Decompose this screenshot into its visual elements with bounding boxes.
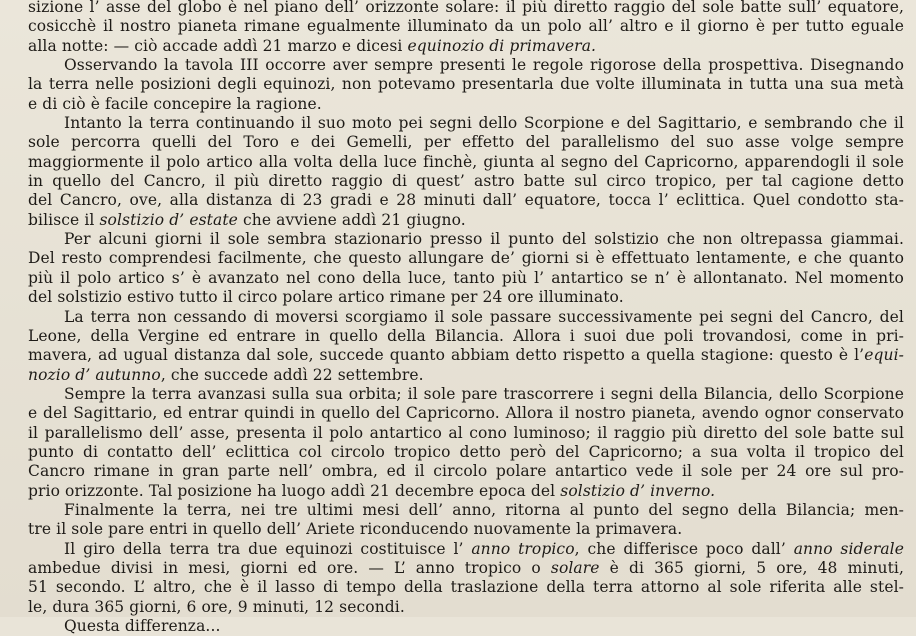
text-line: La terra non cessando di moversi scorgiamo il sole passare successivamente pei segni del Cancro, del	[64, 307, 904, 326]
text-line: alla notte: — ciò accade addì 21 marzo e dicesi equinozio di primavera.	[28, 36, 597, 55]
text-line: Intanto la terra continuando il suo moto pei segni dello Scorpione e del Sagittario, e sembrando che il	[64, 114, 904, 133]
text-line: Per alcuni giorni il sole sembra stazionario presso il punto del solstizio che non oltrepassa giammai.	[64, 230, 904, 249]
text-line: 51 secondo. L’ altro, che è il lasso di tempo della traslazione della terra attorno al sole riferita alle stel-	[28, 578, 904, 597]
text-line: maggiormente il polo artico alla volta della luce finchè, giunta al segno del Capricorno, apparendogli il sole	[28, 152, 904, 171]
text-line: le, dura 365 giorni, 6 ore, 9 minuti, 12 secondi.	[28, 597, 405, 616]
text-line: del solstizio estivo tutto il circo polare artico rimane per 24 ore illuminato.	[28, 288, 624, 307]
text-line: il parallelismo dell’ asse, presenta il polo antartico al cono luminoso; il raggio più diretto del sole batte sul	[28, 423, 904, 442]
text-line: nozio d’ autunno, che succede addì 22 settembre.	[28, 365, 424, 384]
text-line: e del Sagittario, ed entrar quindi in quello del Capricorno. Allora il nostro pianeta, avendo ognor conservato	[28, 404, 904, 423]
text-line: mavera, ad ugual distanza dal sole, succede quanto abbiam detto rispetto a quella stagione: questo è l’equi-	[28, 346, 904, 365]
text-line: ambedue divisi in mesi, giorni ed ore. — L’ anno tropico o solare è di 365 giorni, 5 ore, 48 minuti,	[28, 558, 904, 577]
text-line: del Cancro, ove, alla distanza di 23 gradi e 28 minuti dall’ equatore, tocca l’ eclittica. Quel condotto sta-	[28, 191, 904, 210]
page-text	[28, 0, 905, 635]
text-line: la terra nelle posizioni degli equinozi, non potevamo presentarla due volte illuminata in tutta una sua metà	[28, 75, 904, 94]
text-line: tre il sole pare entri in quello dell’ Ariete riconducendo nuovamente la primavera.	[28, 520, 683, 539]
text-line: Cancro rimane in gran parte nell’ ombra, ed il circolo polare antartico vede il sole per 24 ore sul pro-	[28, 462, 904, 481]
text-line: sizione l’ asse del globo è nel piano dell’ orizzonte solare: il più diretto raggio del sole batte sull’ equatore,	[28, 0, 904, 16]
text-line: punto di contatto dell’ eclittica col circolo tropico detto però del Capricorno; a sua volta il tropico del	[28, 442, 904, 461]
text-line: Finalmente la terra, nei tre ultimi mesi dell’ anno, ritorna al punto del segno della Bilancia; men-	[64, 500, 904, 519]
text-line: Osservando la tavola III occorre aver sempre presenti le regole rigorose della prospettiva. Disegnando	[64, 56, 904, 75]
text-line: Sempre la terra avanzasi sulla sua orbita; il sole pare trascorrere i segni della Bilancia, dello Scorpione	[64, 384, 904, 403]
text-line: Il giro della terra tra due equinozi costituisce l’ anno tropico, che differisce poco dall’ anno siderale	[64, 539, 905, 558]
text-line: bilisce il solstizio d’ estate che avviene addì 21 giugno.	[28, 210, 466, 229]
text-line: Del resto comprendesi facilmente, che questo allungare de’ giorni si è effettuato lentamente, e che quanto	[28, 249, 904, 268]
text-line: in quello del Cancro, il più diretto raggio di quest’ astro batte sul circo tropico, per tal cagione detto	[28, 172, 904, 191]
text-line: Leone, della Vergine ed entrare in quello della Bilancia. Allora i suoi due poli trovandosi, come in pri-	[28, 326, 904, 345]
text-line: sole percorra quelli del Toro e dei Gemelli, per effetto del parallelismo del suo asse volge sempre	[28, 133, 904, 152]
text-line: e di ciò è facile concepire la ragione.	[28, 94, 322, 113]
text-line: più il polo artico s’ è avanzato nel cono della luce, tanto più l’ antartico se n’ è allontanato. Nel momento	[28, 268, 904, 287]
text-line: cosicchè il nostro pianeta rimane egualmente illuminato da un polo all’ altro e il giorno è per tutto eguale	[28, 17, 904, 36]
text-line-cut-off: Questa differenza...	[64, 617, 221, 635]
text-line: prio orizzonte. Tal posizione ha luogo addì 21 decembre epoca del solstizio d’ inverno.	[28, 481, 716, 500]
